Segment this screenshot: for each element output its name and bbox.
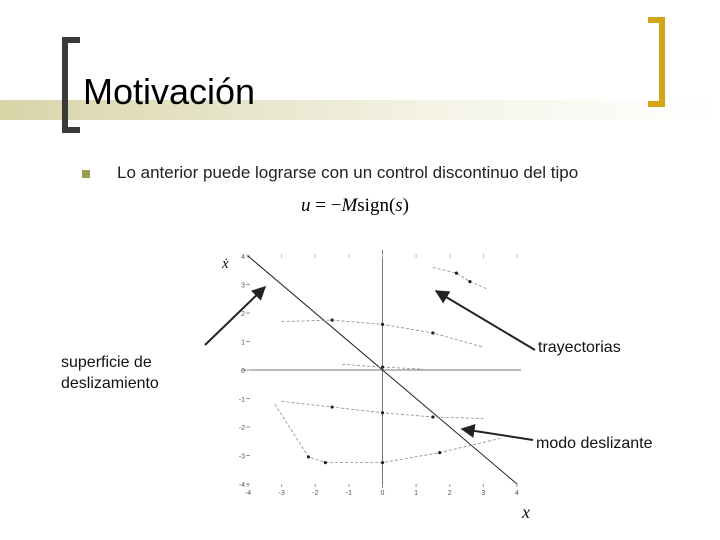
x-tick-label: -2: [312, 490, 319, 497]
trajectory-arrow-marker: [381, 461, 384, 464]
x-tick-label: -4: [244, 490, 252, 497]
y-tick-label: 3: [241, 282, 245, 290]
y-tick-label: 2: [241, 311, 245, 318]
sliding-surface-pointer: [205, 287, 265, 345]
x-axis-label: x: [522, 502, 530, 522]
formula-close: ): [402, 195, 409, 216]
trajectory-arrow-marker: [381, 323, 384, 326]
trajectories-pointer: [436, 291, 535, 350]
formula-operator: = −: [310, 195, 342, 216]
sliding-mode-pointer: [462, 429, 533, 440]
trajectory-arrow-marker: [330, 319, 333, 322]
formula-lhs: u: [301, 195, 311, 216]
formula-coefficient: M: [341, 195, 358, 216]
trajectories-label: trayectorias: [538, 339, 621, 356]
x-tick-label: -1: [345, 490, 352, 497]
y-axis-label: ẋ: [222, 256, 229, 272]
slide-title: Motivación: [83, 71, 256, 112]
x-tick-label: -3: [278, 490, 285, 497]
x-tick-label: 0: [380, 490, 385, 497]
x-tick-label: 2: [447, 490, 452, 497]
x-tick-label: 1: [414, 490, 419, 497]
sliding-surface-line-1: superficie de: [61, 354, 152, 371]
trajectory-arrow-marker: [455, 272, 458, 275]
x-tick-label: 4: [515, 490, 519, 497]
sliding-surface-line-2: deslizamiento: [61, 375, 159, 392]
trajectory-arrow-marker: [307, 455, 310, 458]
trajectory-curve: [433, 267, 487, 288]
trajectory-arrow-marker: [381, 366, 384, 369]
y-tick-label: -4: [238, 482, 245, 489]
y-tick-label: -1: [238, 396, 245, 404]
y-tick-label: -3: [238, 453, 245, 461]
y-tick-label: 1: [241, 339, 245, 347]
y-tick-label: 0: [241, 368, 245, 375]
trajectory-arrow-marker: [330, 405, 333, 408]
formula-function: sign(: [357, 195, 396, 216]
sliding-mode-label: modo deslizante: [536, 435, 653, 452]
trajectory-arrow-marker: [431, 331, 434, 334]
sliding-surface-label: [61, 352, 159, 394]
trajectory-arrow-marker: [468, 280, 471, 283]
x-tick-label: 3: [481, 490, 486, 497]
y-tick-label: 4: [241, 254, 245, 261]
trajectory-arrow-marker: [438, 451, 441, 454]
trajectory-arrow-marker: [324, 461, 327, 464]
trajectory-arrow-marker: [381, 411, 384, 414]
trajectory-arrow-marker: [431, 415, 434, 418]
y-tick-label: -2: [238, 425, 245, 432]
formula-argument: s: [395, 195, 403, 216]
bullet-text: Lo anterior puede lograrse con un control discontinuo del tipo: [117, 163, 579, 182]
